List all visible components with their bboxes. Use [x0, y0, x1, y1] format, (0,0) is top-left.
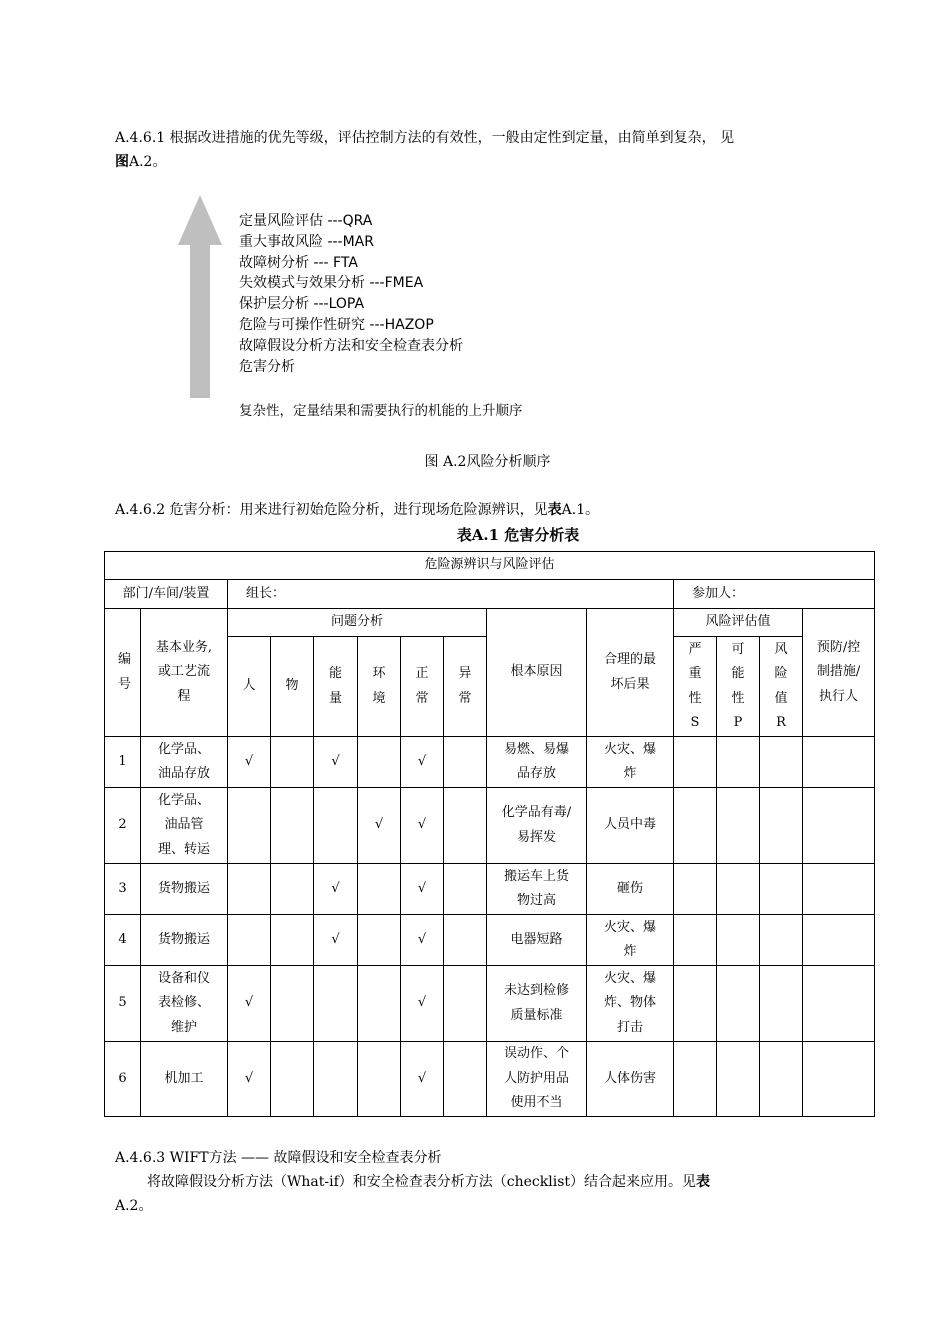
row-no: 2	[105, 788, 141, 864]
row-possibility	[717, 966, 760, 1042]
row-possibility	[717, 915, 760, 966]
check-cell	[271, 864, 314, 915]
paragraph-a462	[115, 498, 875, 522]
check-cell	[358, 1042, 401, 1117]
check-cell	[314, 966, 358, 1042]
row-no: 6	[105, 1042, 141, 1117]
row-possibility	[717, 864, 760, 915]
table-title-row	[105, 552, 875, 580]
check-cell: √	[401, 864, 444, 915]
check-cell: √	[358, 788, 401, 864]
table-ref-bold: 表	[696, 1174, 710, 1190]
row-risk-value	[760, 737, 803, 788]
check-cell: √	[401, 737, 444, 788]
row-risk-value	[760, 1042, 803, 1117]
header-prevention: 预防/控制措施/执行人	[803, 609, 875, 737]
analysis-method-item: 故障假设分析方法和安全检查表分析	[239, 337, 463, 354]
row-severity	[674, 737, 717, 788]
paragraph-a463	[115, 1146, 875, 1218]
header-object: 物	[271, 637, 314, 737]
check-cell	[271, 737, 314, 788]
check-cell	[228, 864, 271, 915]
analysis-method-item: 定量风险评估 ---QRA	[239, 213, 373, 229]
check-cell	[358, 737, 401, 788]
row-prevention	[803, 864, 875, 915]
check-cell	[314, 1042, 358, 1117]
row-root-cause: 误动作、个人防护用品使用不当	[487, 1042, 587, 1117]
row-severity	[674, 864, 717, 915]
analysis-method-item: 失效模式与效果分析 ---FMEA	[239, 275, 424, 292]
check-cell	[271, 966, 314, 1042]
table-title: 危险源辨识与风险评估	[105, 552, 875, 580]
table-row	[105, 966, 875, 1042]
table-row	[105, 1042, 875, 1117]
check-cell	[358, 915, 401, 966]
table-row	[105, 864, 875, 915]
check-cell: √	[314, 864, 358, 915]
figure-a2	[178, 195, 778, 425]
check-cell: √	[401, 1042, 444, 1117]
figure-ref: A.2。	[129, 154, 167, 170]
table-ref: A.2。	[115, 1198, 153, 1214]
row-possibility	[717, 1042, 760, 1117]
table-row	[105, 737, 875, 788]
header-risk-value: 风险值R	[760, 637, 803, 737]
check-cell: √	[401, 915, 444, 966]
row-business: 货物搬运	[141, 864, 228, 915]
check-cell	[444, 864, 487, 915]
row-risk-value	[760, 864, 803, 915]
row-prevention	[803, 915, 875, 966]
check-cell	[444, 737, 487, 788]
row-business: 设备和仪表检修、维护	[141, 966, 228, 1042]
header-person: 人	[228, 637, 271, 737]
check-cell	[271, 788, 314, 864]
row-root-cause: 搬运车上货物过高	[487, 864, 587, 915]
header-abnormal: 异常	[444, 637, 487, 737]
row-root-cause: 易燃、易爆品存放	[487, 737, 587, 788]
row-root-cause: 电器短路	[487, 915, 587, 966]
row-business: 化学品、油品管理、转运	[141, 788, 228, 864]
hazard-analysis-table	[104, 551, 875, 1117]
paragraph-text: A.4.6.1 根据改进措施的优先等级，评估控制方法的有效性，一般由定性到定量，由简单到复杂， 见	[115, 130, 735, 146]
row-no: 3	[105, 864, 141, 915]
paragraph-heading: A.4.6.3 WIFT方法 —— 故障假设和安全检查表分析	[115, 1150, 442, 1166]
check-cell	[228, 915, 271, 966]
table-header-row-1	[105, 609, 875, 637]
check-cell	[444, 788, 487, 864]
header-environment: 环境	[358, 637, 401, 737]
row-result: 火灾、爆炸	[587, 915, 674, 966]
check-cell: √	[228, 1042, 271, 1117]
participants-label: 参加人：	[674, 580, 875, 609]
row-result: 砸伤	[587, 864, 674, 915]
figure-caption: 图 A.2风险分析顺序	[424, 454, 551, 470]
header-root-cause: 根本原因	[487, 609, 587, 737]
row-business: 货物搬运	[141, 915, 228, 966]
check-cell	[228, 788, 271, 864]
header-problem-analysis: 问题分析	[228, 609, 487, 637]
row-root-cause: 未达到检修质量标准	[487, 966, 587, 1042]
check-cell	[444, 1042, 487, 1117]
row-severity	[674, 966, 717, 1042]
row-result: 人员中毒	[587, 788, 674, 864]
check-cell	[271, 915, 314, 966]
up-arrow-shape	[178, 195, 222, 398]
up-arrow-icon	[178, 195, 228, 400]
row-no: 5	[105, 966, 141, 1042]
header-normal: 正常	[401, 637, 444, 737]
check-cell: √	[401, 788, 444, 864]
dept-label: 部门/车间/装置	[105, 580, 228, 609]
row-root-cause: 化学品有毒/易挥发	[487, 788, 587, 864]
row-severity	[674, 1042, 717, 1117]
figure-note: 复杂性，定量结果和需要执行的机能的上升顺序	[239, 403, 523, 419]
analysis-method-item: 危害分析	[239, 358, 295, 375]
header-no: 编号	[105, 609, 141, 737]
analysis-method-item: 保护层分析 ---LOPA	[239, 296, 365, 313]
check-cell	[358, 864, 401, 915]
table-info-row	[105, 580, 875, 609]
check-cell: √	[314, 915, 358, 966]
row-severity	[674, 788, 717, 864]
row-prevention	[803, 966, 875, 1042]
row-business: 机加工	[141, 1042, 228, 1117]
check-cell: √	[401, 966, 444, 1042]
check-cell: √	[314, 737, 358, 788]
row-result: 火灾、爆炸、物体打击	[587, 966, 674, 1042]
table-caption: 表A.1 危害分析表	[456, 526, 580, 544]
row-risk-value	[760, 915, 803, 966]
row-possibility	[717, 788, 760, 864]
header-worst-result: 合理的最坏后果	[587, 609, 674, 737]
row-risk-value	[760, 788, 803, 864]
check-cell: √	[228, 966, 271, 1042]
check-cell	[358, 966, 401, 1042]
figure-ref-bold: 图	[115, 154, 129, 170]
check-cell	[444, 966, 487, 1042]
analysis-method-item: 故障树分析 --- FTA	[239, 254, 358, 271]
paragraph-text: A.4.6.2 危害分析：用来进行初始危险分析，进行现场危险源辨识，见	[115, 502, 548, 518]
analysis-method-item: 危险与可操作性研究 ---HAZOP	[239, 316, 434, 333]
check-cell	[314, 788, 358, 864]
check-cell	[271, 1042, 314, 1117]
header-possibility: 可能性P	[717, 637, 760, 737]
table-ref: A.1。	[561, 502, 600, 518]
row-prevention	[803, 1042, 875, 1117]
row-risk-value	[760, 966, 803, 1042]
table-ref-bold: 表	[547, 502, 562, 518]
header-severity: 严重性S	[674, 637, 717, 737]
row-prevention	[803, 788, 875, 864]
row-result: 火灾、爆炸	[587, 737, 674, 788]
row-prevention	[803, 737, 875, 788]
leader-label: 组长：	[228, 580, 674, 609]
table-row	[105, 788, 875, 864]
row-severity	[674, 915, 717, 966]
analysis-method-list	[239, 211, 463, 377]
check-cell: √	[228, 737, 271, 788]
row-no: 1	[105, 737, 141, 788]
row-no: 4	[105, 915, 141, 966]
header-business: 基本业务,或工艺流程	[141, 609, 228, 737]
header-energy: 能量	[314, 637, 358, 737]
table-row	[105, 915, 875, 966]
row-result: 人体伤害	[587, 1042, 674, 1117]
row-possibility	[717, 737, 760, 788]
analysis-method-item: 重大事故风险 ---MAR	[239, 233, 374, 250]
paragraph-text: 将故障假设分析方法（What-if）和安全检查表分析方法（checklist）结合起来应用。见	[147, 1174, 696, 1190]
row-business: 化学品、油品存放	[141, 737, 228, 788]
check-cell	[444, 915, 487, 966]
header-risk-evaluation: 风险评估值	[674, 609, 803, 637]
paragraph-a461	[115, 126, 875, 174]
